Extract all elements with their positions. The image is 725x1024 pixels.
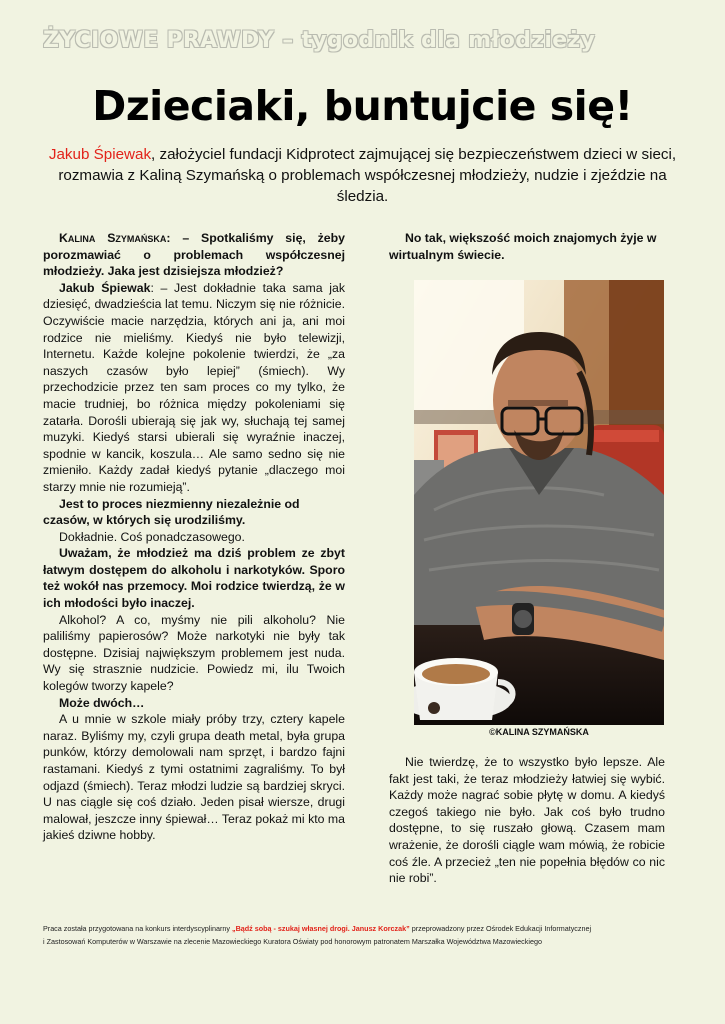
answer-3: Alkohol? A co, myśmy nie pili alkoholu? Nie paliliśmy papierosów? Może narkotyki nie były tak dostępne. Dzisiaj największym problemem jest nuda. Wy się strasznie nudzicie. Powiedz mi, ilu Twoich kolegów tworzy kapele? [43,612,345,694]
article-right-column-bottom [389,754,665,887]
footer-line1-start: Praca została przygotowana na konkurs interdyscyplinarny [43,924,232,933]
interview-photo [414,280,664,725]
answer-1-text: : – Jest dokładnie taka sama jak dziesięć, dwadzieścia lat temu. Niczym się nie różnicie. Oczywiście macie narzędzia, których ani ja, ani moi rodzice nie mieliśmy. Kiedyś nie było telewizji, Internetu. Każde kolejne pokolenie twierdzi, że „za naszych czasów było lepiej” (śmiech). Wy przechodzicie przez ten sam proces co my tylko, że macie trudniej, bo różnica między pokoleniami się zatarła. Dorośli ubierają się jak wy, słuchają tej samej muzyki. Kiedyś starsi ubierali się wyraźnie inaczej, spodnie w kancik, koszula… Ale samo sedno się nie zmieniło. Każdy zadał kiedyś pytanie „dlaczego moi starzy mnie nie rozumieją”. [43,280,345,494]
question-2: Jest to proces niezmienny niezależnie od czasów, w których się urodziliśmy. [43,496,300,528]
speaker-jakub: Jakub Śpiewak [59,280,151,295]
lede-name: Jakub Śpiewak [48,146,152,163]
photo-illustration [414,280,664,725]
question-1-text: – Spotkaliśmy się, żeby porozmawiać o problemach współczesnej młodzieży. Jaka jest dzisiejsza młodzież? [43,231,345,279]
footer-line1-end: przeprowadzony przez Ośrodek Edukacji Informatycznej [409,924,592,933]
footer-line2: i Zastosowań Komputerów w Warszawie na zlecenie Mazowieckiego Kuratora Oświaty pod honorowym patronatem Marszałka Województwa Mazowieckiego [43,937,542,946]
answer-4: A u mnie w szkole miały próby trzy, cztery kapele naraz. Byliśmy my, czyli grupa death metal, była grupa punków, którzy demolowali nam sprzęt, i bardzo fajni rastamani. Kiedyś z tymi ostatnimi zagraliśmy. To był odjazd (śmiech). Teraz młodzi ludzie są bardziej skryci. U nas ciągle się coś działo. Jeden pisał wiersze, drugi malował, jeszcze inny śpiewał… Teraz pokaż mi kto ma jakieś dziwne hobby. [43,712,345,843]
answer-5: Nie twierdzę, że to wszystko było lepsze. Ale fakt jest taki, że teraz młodzieży łatwiej się wybić. Każdy może nagrać sobie płytę w domu. A kiedyś czegoś takiego nie było. Jak coś było trudno dostępne, to się ruszało głową. Czasem mam wrażenie, że dorośli ciągle wam mówią, że robicie coś źle. A przecież „ten nie popełnia błędów co nic nie robi”. [389,755,665,886]
question-1 [43,230,345,280]
question-3: Uważam, że młodzież ma dziś problem ze zbyt łatwym dostępem do alkoholu i narkotyków. Sporo też wokół nas przemocy. Moi rodzice twierdzą, że w ich młodości było inaczej. [43,546,345,611]
footer-note [43,922,693,948]
question-4: Może dwóch… [59,695,145,710]
question-5: No tak, większość moich znajomych żyje w wirtualnym świecie. [389,231,657,262]
answer-2: Dokładnie. Coś ponadczasowego. [59,529,245,544]
lede [40,144,685,207]
footer-contest-title: „Bądź sobą - szukaj własnej drogi. Janusz Korczak” [231,924,410,933]
article-right-column-top [389,230,665,263]
article-left-column [43,230,345,844]
speaker-kalina: Kalina Szymańska: [59,231,171,245]
photo-credit: ©KALINA SZYMAŃSKA [489,727,589,737]
masthead: ŻYCIOWE PRAWDY – tygodnik dla młodzieży [43,28,596,53]
lede-text: , założyciel fundacji Kidprotect zajmującej się bezpieczeństwem dzieci w sieci, rozmawia z Kaliną Szymańską o problemach współczesnej młodzieży, nudzie i zjeździe na śledzia. [58,146,677,205]
headline: Dzieciaki, buntujcie się! [92,82,633,130]
answer-1 [43,280,345,496]
